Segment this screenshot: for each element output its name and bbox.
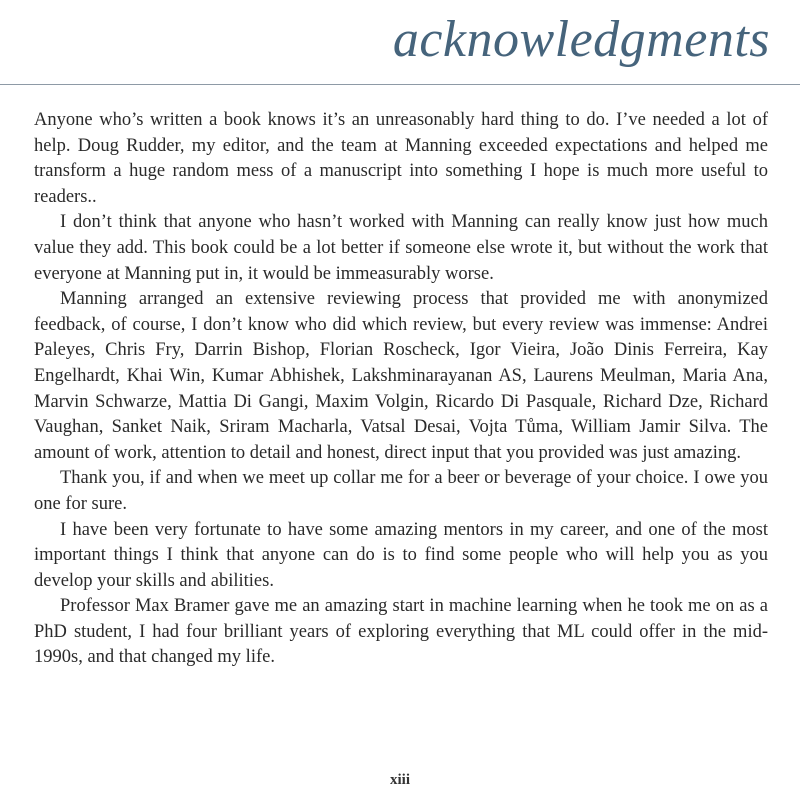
paragraph-5: I have been very fortunate to have some amazing mentors in my career, and one of the most important things I think that anyone can do is to find some people who will help you as you develop your skills and abilities. [34, 519, 768, 591]
paragraph-3: Manning arranged an extensive reviewing process that provided me with anonymized feedback, of course, I don’t know who did which review, but every review was immense: Andrei Paleyes, Chris Fry, Darrin Bishop, Florian Roscheck, Igor Vieira, João Dinis Ferreira, Kay Engelhardt, Khai Win, Kumar Abhishek, Lakshminarayanan AS, Laurens Meulman, Maria Ana, Marvin Schwarze, Mattia Di Gangi, Maxim Volgin, Ricardo Di Pasquale, Richard Dze, Richard Vaughan, Sanket Naik, Sriram Macharla, Vatsal Desai, Vojta Tůma, William Jamir Silva. The amount of work, attention to detail and honest, direct input that you provided was just amazing. [34, 289, 768, 463]
paragraph-1: Anyone who’s written a book knows it’s an unreasonably hard thing to do. I’ve needed a lot of help. Doug Rudder, my editor, and the team at Manning exceeded expectations and helped me transform a huge random mess of a manuscript into something I hope is much more useful to readers.. [34, 110, 768, 207]
heading-rule [0, 84, 800, 85]
paragraph-4: Thank you, if and when we meet up collar me for a beer or beverage of your choice. I owe you one for sure. [34, 468, 768, 514]
paragraph-6: Professor Max Bramer gave me an amazing start in machine learning when he took me on as a PhD student, I had four brilliant years of exploring everything that ML could offer in the mid-1990s, and that changed my life. [34, 596, 768, 668]
chapter-heading: acknowledgments [392, 11, 770, 68]
paragraph-2: I don’t think that anyone who hasn’t worked with Manning can really know just how much value they add. This book could be a lot better if someone else wrote it, but without the work that everyone at Manning put in, it would be immeasurably worse. [34, 212, 768, 284]
body-text [34, 108, 768, 671]
page-number: xiii [389, 772, 410, 788]
